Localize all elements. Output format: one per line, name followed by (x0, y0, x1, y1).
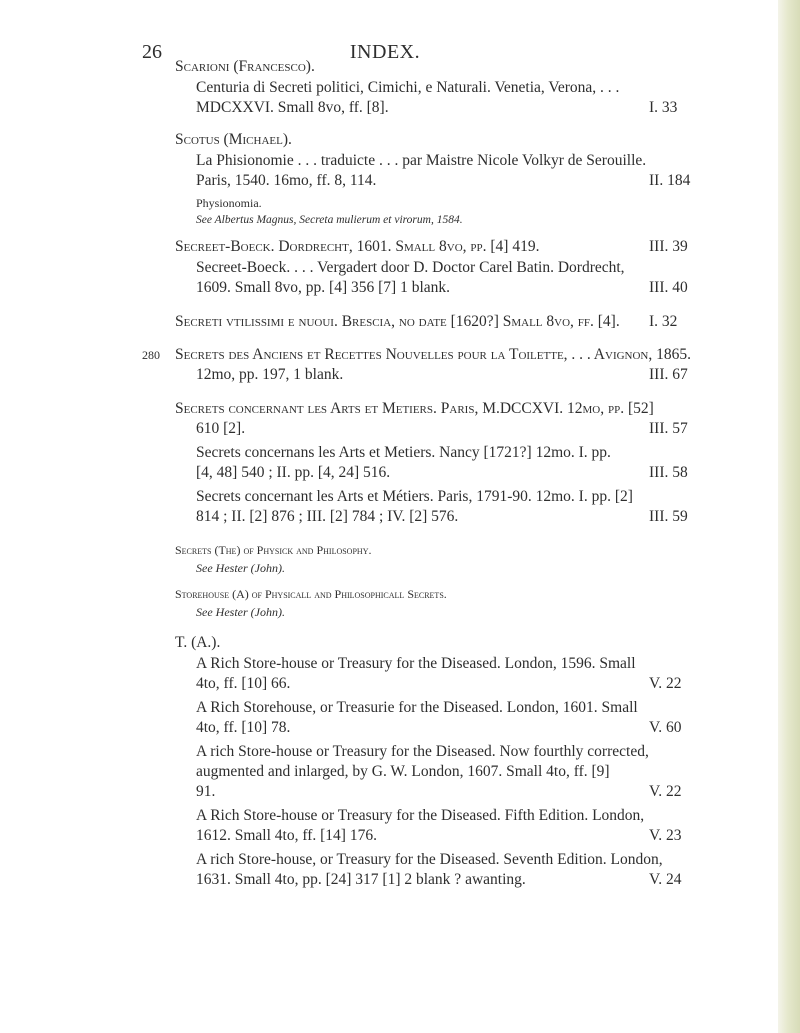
page-header (0, 8, 800, 63)
entry-heading: Secreti vtilissimi e nuoui. Brescia, no date [1620?] Small 8vo, ff. [4]. (175, 313, 620, 330)
marginal-number: 280 (142, 348, 160, 362)
entry-line: Paris, 1540. 16mo, ff. 8, 114. (196, 172, 377, 189)
entry-line: 12mo, pp. 197, 1 blank. (196, 366, 344, 383)
sub-entry-line: Secrets concernans les Arts et Metiers. Nancy [1721?] 12mo. I. pp. (196, 444, 611, 461)
sub-entry-line: A rich Store-house or Treasury for the Diseased. Now fourthly corrected, (196, 743, 649, 760)
sub-entry-line: A Rich Storehouse, or Treasurie for the Diseased. London, 1601. Small (196, 699, 638, 716)
sub-entry-line: Secrets concernant les Arts et Métiers. Paris, 1791-90. 12mo. I. pp. [2] (196, 488, 633, 505)
sub-entry-line: A Rich Store-house or Treasury for the Diseased. London, 1596. Small (196, 655, 636, 672)
page-edge-shadow (778, 0, 800, 1033)
sub-entry-line: A Rich Store-house or Treasury for the Diseased. Fifth Edition. London, (196, 807, 645, 824)
entry-line: Centuria di Secreti politici, Cimichi, e Naturali. Venetia, Verona, . . . (196, 79, 620, 96)
volume-reference: III. 57 (649, 420, 688, 437)
volume-reference: I. 32 (649, 313, 678, 330)
entry-note: Physionomia. (196, 196, 262, 210)
volume-reference: III. 39 (649, 238, 688, 255)
entry-line: 610 [2]. (196, 420, 246, 437)
entry-line: La Phisionomie . . . traduicte . . . par Maistre Nicole Volkyr de Serouille. (196, 152, 647, 169)
entry-line: 1609. Small 8vo, pp. [4] 356 [7] 1 blank. (196, 279, 451, 296)
volume-reference: II. 184 (649, 172, 691, 189)
page-title: INDEX. (349, 41, 421, 63)
sub-entry-line: A rich Store-house, or Treasury for the Diseased. Seventh Edition. London, (196, 851, 663, 868)
sub-entry-line: 1612. Small 4to, ff. [14] 176. (196, 827, 377, 844)
entry-cross-reference: See Hester (John). (196, 605, 285, 619)
sub-entry-line: augmented and inlarged, by G. W. London, 1607. Small 4to, ff. [9] (196, 763, 610, 780)
volume-reference: III. 58 (649, 464, 688, 481)
entry-heading: Secreet-Boeck. Dordrecht, 1601. Small 8vo, pp. [4] 419. (175, 238, 540, 255)
sub-entry-line: 91. (196, 783, 216, 800)
entry-heading: Scotus (Michael). (175, 131, 292, 148)
volume-reference: III. 67 (649, 366, 688, 383)
entry-line: MDCXXVI. Small 8vo, ff. [8]. (196, 99, 389, 116)
sub-entry-line: 814 ; II. [2] 876 ; III. [2] 784 ; IV. [2] 576. (196, 508, 459, 525)
volume-reference: V. 60 (649, 719, 682, 736)
volume-reference: V. 22 (649, 675, 682, 692)
volume-reference: III. 40 (649, 279, 688, 296)
entry-cross-reference: See Hester (John). (196, 561, 285, 575)
sub-entry-line: 4to, ff. [10] 78. (196, 719, 291, 736)
volume-reference: I. 33 (649, 99, 678, 116)
volume-reference: V. 24 (649, 871, 682, 888)
entry-heading: Secrets (The) of Physick and Philosophy. (175, 543, 372, 557)
sub-entry-line: 4to, ff. [10] 66. (196, 675, 291, 692)
sub-entry-line: 1631. Small 4to, pp. [24] 317 [1] 2 blank ? awanting. (196, 871, 526, 888)
volume-reference: V. 23 (649, 827, 682, 844)
page-number: 26 (142, 41, 162, 63)
entry-line: Secreet-Boeck. . . . Vergadert door D. Doctor Carel Batin. Dordrecht, (196, 259, 625, 276)
volume-reference: V. 22 (649, 783, 682, 800)
entry-heading: Secrets concernant les Arts et Metiers. Paris, M.DCCXVI. 12mo, pp. [52] (175, 400, 654, 417)
entry-heading: Scarioni (Francesco). (175, 58, 315, 75)
entry-heading: Storehouse (A) of Physicall and Philosophicall Secrets. (175, 587, 447, 601)
sub-entry-line: [4, 48] 540 ; II. pp. [4, 24] 516. (196, 464, 391, 481)
entry-cross-reference: See Albertus Magnus, Secreta mulierum et virorum, 1584. (196, 214, 463, 226)
volume-reference: III. 59 (649, 508, 688, 525)
entry-heading: T. (A.). (175, 634, 221, 651)
entry-heading: Secrets des Anciens et Recettes Nouvelles pour la Toilette, . . . Avignon, 1865. (175, 346, 692, 363)
